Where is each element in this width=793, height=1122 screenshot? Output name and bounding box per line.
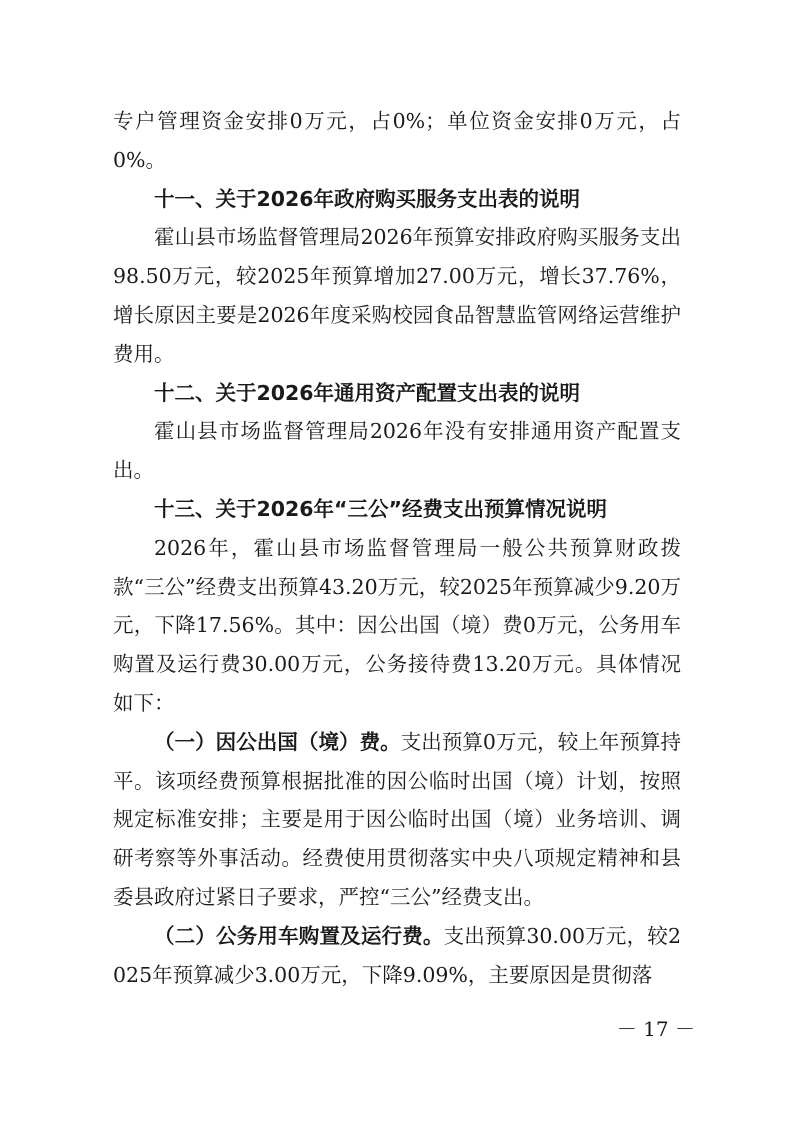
heading-section-13: 十三、关于2026年“三公”经费支出预算情况说明	[154, 496, 608, 521]
page-number: － 17 －	[616, 1017, 695, 1041]
paragraph-fund-allocation: 专户管理资金安排0万元，占0%；单位资金安排0万元，占0%。	[113, 109, 681, 172]
subsection-1-title: （一）因公出国（境）费。	[154, 729, 401, 754]
heading-section-12: 十二、关于2026年通用资产配置支出表的说明	[154, 380, 581, 405]
paragraph-subsection-1	[113, 723, 681, 917]
paragraph-subsection-2	[113, 917, 681, 995]
paragraph-section-12: 霍山县市场监督管理局2026年没有安排通用资产配置支出。	[113, 419, 681, 483]
paragraph-section-11: 霍山县市场监督管理局2026年预算安排政府购买服务支出98.50万元，较2025年预算增加27.00万元，增长37.76%，增长原因主要是2026年度采购校园食品智慧监管网络运营维护费用。	[113, 225, 681, 366]
heading-section-11: 十一、关于2026年政府购买服务支出表的说明	[154, 186, 581, 211]
paragraph-section-13: 2026年，霍山县市场监督管理局一般公共预算财政拨款“三公”经费支出预算43.20万元，较2025年预算减少9.20万元，下降17.56%。其中：因公出国（境）费0万元，公务用车购置及运行费30.00万元，公务接待费13.20万元。具体情况如下：	[113, 535, 681, 715]
subsection-1-body: 支出预算0万元，较上年预算持平。该项经费预算根据批准的因公临时出国（境）计划，按照规定标准安排；主要是用于因公临时出国（境）业务培训、调研考察等外事活动。经费使用贯彻落实中央八项规定精神和县委县政府过紧日子要求，严控“三公”经费支出。	[113, 729, 682, 909]
subsection-2-body: 支出预算30.00万元，较2025年预算减少3.00万元，下降9.09%，主要原因是贯彻落	[113, 923, 682, 987]
document-body	[113, 102, 681, 994]
subsection-2-title: （二）公务用车购置及运行费。	[154, 923, 444, 948]
